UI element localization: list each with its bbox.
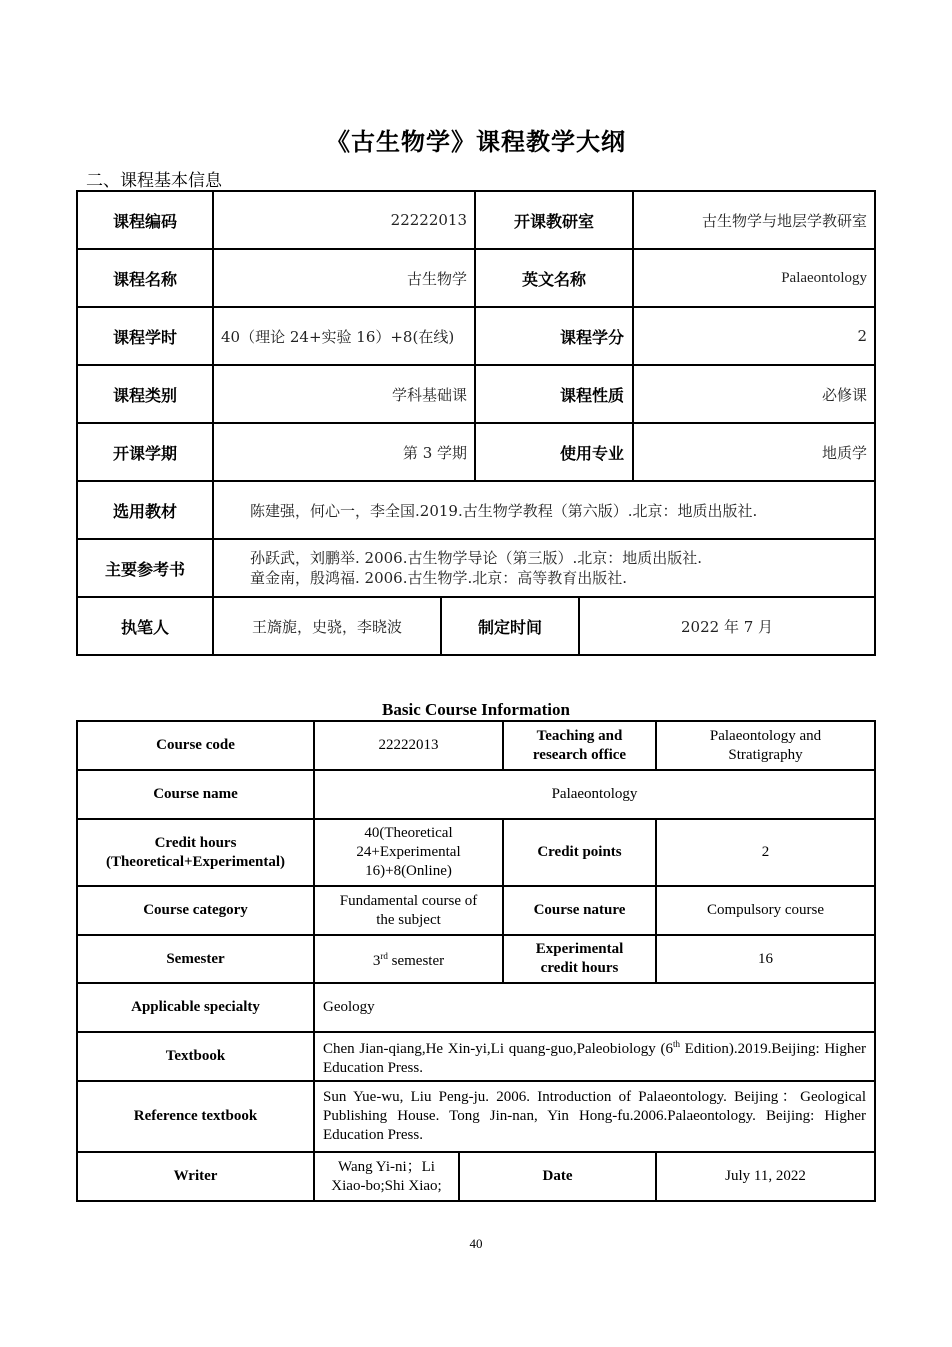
credit-points-label: Credit points [503,819,656,886]
semester-value: 第 3 学期 [213,423,475,481]
date-value: July 11, 2022 [656,1152,875,1201]
english-name-value: Palaeontology [633,249,875,307]
table-row [77,539,875,597]
course-nature-label: Course nature [503,886,656,935]
experimental-hours-value: 16 [656,935,875,983]
textbook-label: 选用教材 [77,481,213,539]
department-label: 开课教研室 [475,191,633,249]
course-info-table-cn [76,190,876,656]
table-row [77,886,875,935]
course-credits-label: 课程学分 [475,307,633,365]
department-value: 古生物学与地层学教研室 [633,191,875,249]
writer-value: Wang Yi-ni；Li Xiao-bo;Shi Xiao; [314,1152,459,1201]
reference-textbook-value: Sun Yue-wu, Liu Peng-ju. 2006. Introduction of Palaeontology. Beijing：Geological Publishing House. Tong Jin-nan, Yin Hong-fu.2006.Palaeontology. Beijing: Higher Education Press. [314,1081,875,1152]
table-row [77,1152,875,1201]
major-value: 地质学 [633,423,875,481]
table-row [77,597,875,655]
textbook-label: Textbook [77,1032,314,1081]
reference-line: 孙跃武，刘鹏举. 2006.古生物学导论（第三版）.北京：地质出版社. [250,549,703,567]
course-code-label: 课程编码 [77,191,213,249]
course-category-label: Course category [77,886,314,935]
credit-hours-value: 40(Theoretical 24+Experimental 16)+8(Online) [314,819,503,886]
course-info-table-en [76,720,876,1202]
table-row [77,307,875,365]
course-nature-value: 必修课 [633,365,875,423]
credit-hours-label: Credit hours (Theoretical+Experimental) [77,819,314,886]
date-value: 2022 年 7 月 [579,597,875,655]
course-hours-label: 课程学时 [77,307,213,365]
semester-label: Semester [77,935,314,983]
english-table-caption: Basic Course Information [382,700,570,719]
writer-label: Writer [77,1152,314,1201]
table-row [77,249,875,307]
date-label: 制定时间 [441,597,579,655]
date-label: Date [459,1152,656,1201]
semester-label: 开课学期 [77,423,213,481]
references-label: 主要参考书 [77,539,213,597]
course-name-value: 古生物学 [213,249,475,307]
table-row [77,481,875,539]
experimental-hours-label: Experimental credit hours [503,935,656,983]
reference-line: 童金南，殷鸿福. 2006.古生物学.北京：高等教育出版社. [250,569,628,587]
reference-textbook-label: Reference textbook [77,1081,314,1152]
table-row [77,935,875,983]
course-hours-value: 40（理论 24+实验 16）+8(在线) [213,307,475,365]
table-row [77,1032,875,1081]
table-row [77,365,875,423]
major-label: 使用专业 [475,423,633,481]
table-row [77,191,875,249]
course-code-value: 22222013 [314,721,503,770]
page-number: 40 [469,1236,483,1251]
references-value [213,539,875,597]
semester-value: 3rd semester [314,935,503,983]
writer-label: 执笔人 [77,597,213,655]
table-row [77,721,875,770]
office-value: Palaeontology and Stratigraphy [656,721,875,770]
textbook-value: 陈建强，何心一，李全国.2019.古生物学教程（第六版）.北京：地质出版社. [213,481,875,539]
specialty-value: Geology [314,983,875,1032]
writer-value: 王旖旎，史骁，李晓波 [213,597,441,655]
course-code-value: 22222013 [213,191,475,249]
table-row [77,423,875,481]
english-name-label: 英文名称 [475,249,633,307]
course-code-label: Course code [77,721,314,770]
table-row [77,770,875,819]
course-name-label: Course name [77,770,314,819]
course-credits-value: 2 [633,307,875,365]
course-category-label: 课程类别 [77,365,213,423]
course-nature-value: Compulsory course [656,886,875,935]
specialty-label: Applicable specialty [77,983,314,1032]
course-name-value: Palaeontology [314,770,875,819]
course-category-value: 学科基础课 [213,365,475,423]
course-nature-label: 课程性质 [475,365,633,423]
office-label: Teaching and research office [503,721,656,770]
document-title: 《古生物学》课程教学大纲 [326,128,626,156]
table-row [77,1081,875,1152]
course-category-value: Fundamental course of the subject [314,886,503,935]
section-heading: 二、课程基本信息 [86,171,222,191]
credit-points-value: 2 [656,819,875,886]
textbook-value: Chen Jian-qiang,He Xin-yi,Li quang-guo,Paleobiology (6th Edition).2019.Beijing: Higher Education Press. [314,1032,875,1081]
course-name-label: 课程名称 [77,249,213,307]
table-row [77,819,875,886]
table-row [77,983,875,1032]
